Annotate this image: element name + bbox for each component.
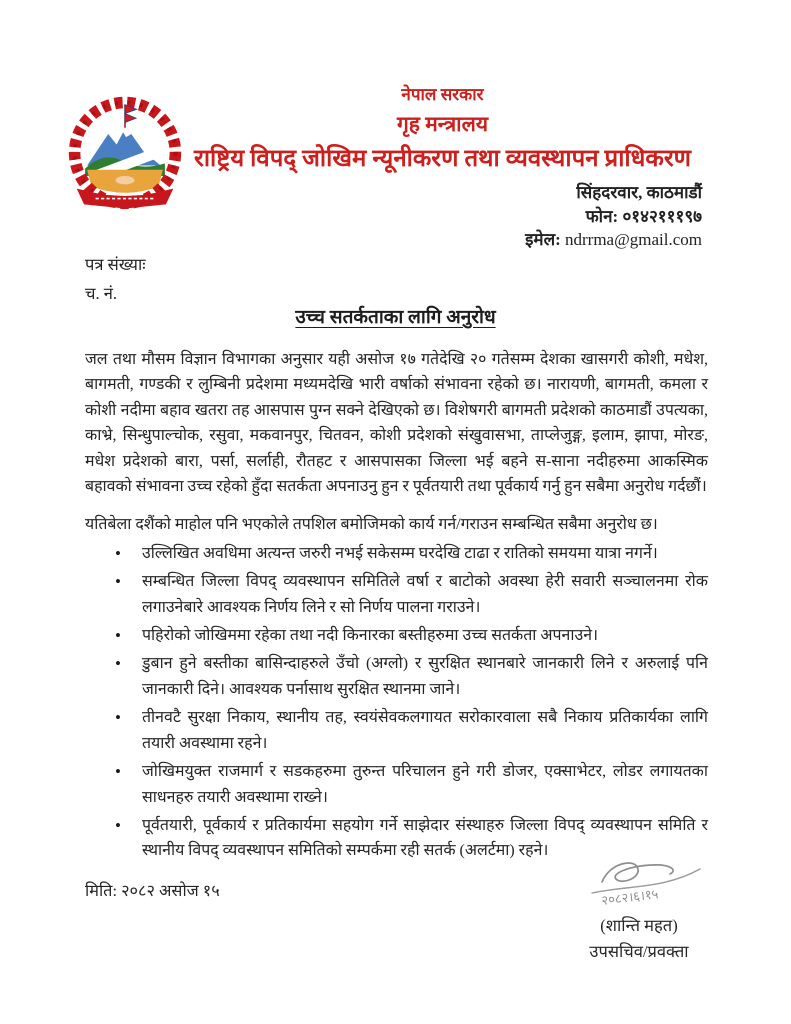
signature-date-scribble: २०८२।६।१५ [600,886,660,908]
advisory-item-6: • जोखिमयुक्त राजमार्ग र सडकहरुमा तुरुन्त परिचालन हुने गरी डोजर, एक्साभेटर, लोडर लगायतका साधनहरु तयारी अवस्थामा राख्ने। [85,759,708,810]
phone-line [525,205,702,229]
letter-subject: उच्च सतर्कताका लागि अनुरोध [295,307,496,328]
email-line [525,228,702,252]
signature-stroke [602,863,673,882]
letterhead [100,84,785,175]
email-address: ndrrma@gmail.com [565,230,702,249]
ministry-name: गृह मन्त्रालय [396,112,489,136]
handwritten-signature-icon [544,852,734,910]
phone-number: ०१४२१११९७ [622,206,702,226]
advisory-item-3: • पहिरोको जोखिममा रहेका तथा नदी किनारका बस्तीहरुमा उच्च सतर्कता अपनाउने। [85,623,708,648]
email-label: इमेल: [525,230,561,249]
hands-icon [116,176,135,184]
paragraph-weather-warning: जल तथा मौसम विज्ञान विभागका अनुसार यही असोज १७ गतेदेखि २० गतेसम्म देशका खासगरी कोशी, मधेश, बागमती, गण्डकी र लुम्बिनी प्रदेशमा मध्यमदेखि भारी वर्षाको संभावना रहेको छ। नारायणी, बागमती, कमला र कोशी नदीमा बहाव खतरा तह आसपास पुग्न सक्ने देखिएको छ। विशेषगरी बागमती प्रदेशको काठमाडौं उपत्यका, काभ्रे, सिन्धुपाल्चोक, रसुवा, मकवानपुर, चितवन, कोशी प्रदेशको संखुवासभा, ताप्लेजुङ्ग, इलाम, झापा, मोरङ, मधेश प्रदेशको बारा, पर्सा, सर्लाही, रौतहट र आसपासका जिल्ला भई बहने स-साना नदीहरुमा आकस्मिक बहावको संभावना उच्च रहेको हुँदा सतर्कता अपनाउनु हुन र पूर्वतयारी तथा पूर्वकार्य गर्नु हुन सबैमा अनुरोध गर्दछौं। [85,351,708,496]
advisory-item-7: • पूर्वतयारी, पूर्वकार्य र प्रतिकार्यमा सहयोग गर्ने साझेदार संस्थाहरु जिल्ला विपद् व्यवस्थापन समिति र स्थानीय विपद् व्यवस्थापन समितिको सम्पर्कमा रही सतर्क (अलर्टमा) रहने। [85,813,708,864]
advisory-item-5: • तीनवटै सुरक्षा निकाय, स्थानीय तह, स्वयंसेवकलगायत सरोकारवाला सबै निकाय प्रतिकार्यका लागि तयारी अवस्थामा रहने। [85,705,708,756]
signature-block [539,852,739,964]
signatory-name: (शान्ति महत) [600,916,678,935]
phone-label: फोन: [585,206,619,226]
letter-body [85,347,708,903]
signatory-designation: उपसचिव/प्रवक्ता [589,942,689,961]
contact-block [525,181,702,252]
government-name: नेपाल सरकार [401,85,484,104]
advisory-item-4: • डुबान हुने बस्तीका बासिन्दाहरुले उँचो (अग्लो) र सुरक्षित स्थानबारे जानकारी लिने र अरुलाई पनि जानकारी दिने। आवश्यक पर्नासाथ सुरक्षित स्थानमा जाने। [85,651,708,702]
address-line: सिंहदरवार, काठमाडौं [576,183,702,202]
dispatch-number-label: च. नं. [85,284,118,303]
authority-name: राष्ट्रिय विपद् जोखिम न्यूनीकरण तथा व्यवस्थापन प्राधिकरण [194,146,691,172]
letter-number-label: पत्र संख्याः [85,255,146,274]
advisory-item-1: • उल्लिखित अवधिमा अत्यन्त जरुरी नभई सकेसम्म घरदेखि टाढा र रातिको समयमा यात्रा नगर्ने। [85,541,708,566]
advisory-list [85,541,708,864]
date-label: मिति: [85,880,117,900]
paragraph-dashain-request: यतिबेला दशैंको माहोल पनि भएकोले तपशिल बमोजिमको कार्य गर्न/गराउन सम्बन्धित सबैमा अनुरोध छ। [85,516,658,534]
advisory-item-2: • सम्बन्धित जिल्ला विपद् व्यवस्थापन समितिले वर्षा र बाटोको अवस्था हेरी सवारी सञ्चालनमा रोक लगाउनेबारे आवश्यक निर्णय लिने र सो निर्णय पालना गराउने। [85,569,708,620]
date-value: २०८२ असोज १५ [121,880,220,900]
